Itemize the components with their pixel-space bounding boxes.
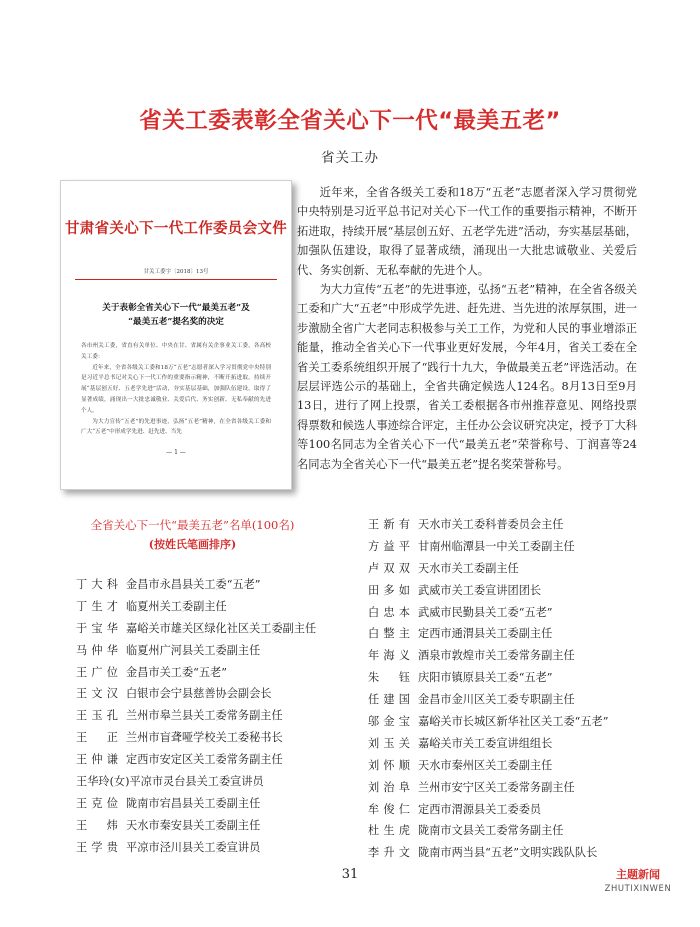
honoree-title: 白银市会宁县慈善协会副会长: [126, 687, 272, 701]
honoree-title: 天水市关工委副主任: [418, 561, 519, 575]
honoree-name: 卢双双: [368, 561, 410, 575]
honoree-name: 丁大科: [76, 578, 118, 591]
list-item: [76, 749, 346, 771]
list-item: [76, 662, 346, 684]
embedded-document-image: [60, 180, 292, 490]
honoree-title: 陇南市文县关工委常务副主任: [418, 824, 564, 838]
article-paragraph: 为大力宣传“五老”的先进事迹，弘扬“五老”精神，在全省各级关工委和广大“五老”中形成学先进、赶先进、当先进的浓厚氛围，进一步激励全省广大老同志积极参与关工工作，为党和人民的事业增添正能量，推动全省关心下一代事业更好发展，今年4月，省关工委在全省关工委系统组织开展了“践行十九大，争做最美五老”评选活动。在层层评选公示的基础上，全省共确定候选人124名。8月13日至9月13日，进行了网上投票，省关工委根据各市州推荐意见、网络投票得票数和候选人事迹综合评定，主任办公会议研究决定，授予丁大科等100名同志为全省关心下一代“最美五老”荣誉称号、丁润喜等24名同志为全省关心下一代“最美五老”提名奖荣誉称号。: [297, 283, 637, 471]
document-paragraph: 近年来，全省各级关工委和18万“五老”志愿者深入学习贯彻党中央特别是习近平总书记对关心下一代工作的重要指示精神，不断开拓进取，持续开展“基层创五好、五老学先进”活动，夯实基层基础，加强队伍建设，取得了显著成绩，涌现出一大批忠诚敬业、关爱后代、务实创新、无私奉献的先进个人。: [81, 364, 271, 414]
honoree-name: 王文汉: [76, 687, 118, 701]
list-item: [368, 777, 658, 799]
honoree-title: 陇南市两当县“五老”文明实践队队长: [418, 846, 598, 860]
honoree-name: 马仲华: [76, 643, 118, 657]
page-number: 31: [341, 867, 359, 882]
list-item: [368, 602, 658, 624]
honoree-name: 刘玉关: [368, 736, 410, 750]
honoree-name: 年海义: [368, 649, 410, 663]
list-item: [76, 705, 346, 727]
list-item: [368, 689, 658, 711]
honoree-name: 邬金宝: [368, 715, 410, 729]
honoree-title: 嘉峪关市长城区新华社区关工委“五老”: [418, 715, 609, 729]
honoree-name: 王仲谦: [76, 753, 118, 767]
honoree-name: 牟俊仁: [368, 802, 410, 816]
honoree-name: 王华玲(女): [76, 775, 130, 789]
article-title: 省关工委表彰全省关心下一代“最美五老”: [139, 108, 561, 134]
list-item: [76, 596, 346, 618]
honoree-name: 丁生才: [76, 599, 118, 613]
honoree-name: 朱 钰: [368, 671, 410, 685]
honoree-title: 武威市关工委宣讲团团长: [418, 583, 542, 597]
honoree-title: 兰州市皋兰县关工委常务副主任: [126, 709, 283, 723]
honoree-name: 王学贵: [76, 840, 118, 854]
document-paragraph: 各市州关工委，省直有关单位、中央在甘、省属有关企事业关工委，各高校关工委：: [81, 343, 271, 360]
list-subtitle: (按姓氏笔画排序): [148, 538, 237, 551]
document-title-line-2: “最美五老”提名奖的决定: [128, 317, 224, 327]
list-title: 全省关心下一代“最美五老”名单(100名): [90, 518, 295, 532]
honoree-title: 天水市秦州区关工委副主任: [418, 758, 553, 772]
honoree-name: 田多如: [368, 583, 410, 597]
honoree-name: 李升文: [368, 846, 410, 860]
honoree-name: 白整主: [368, 627, 410, 641]
list-item: [368, 667, 658, 689]
honoree-title: 陇南市宕昌县关工委副主任: [126, 796, 261, 810]
brand-chinese: 主题新闻: [616, 868, 660, 881]
list-item: [76, 815, 346, 837]
honoree-title: 兰州市安宁区关工委常务副主任: [418, 780, 575, 794]
list-item: [76, 683, 346, 705]
honoree-title: 金昌市关工委“五老”: [126, 665, 227, 679]
document-header: 甘肃省关心下一代工作委员会文件: [65, 221, 287, 237]
list-item: [76, 727, 346, 749]
honoree-title: 嘉峪关市关工委宣讲组组长: [418, 736, 553, 750]
honoree-title: 平凉市泾川县关工委宣讲员: [126, 840, 261, 854]
list-item: [76, 771, 346, 793]
honoree-title: 兰州市盲聋哑学校关工委秘书长: [126, 731, 283, 745]
document-number: 甘关工委字〔2018〕13号: [143, 269, 209, 275]
list-item: [368, 842, 658, 864]
brand-english: ZHUTIXINWEN: [604, 883, 672, 893]
honoree-name: 方益平: [368, 539, 410, 553]
list-item: [76, 574, 346, 596]
list-item: [368, 733, 658, 755]
honoree-name: 王克俭: [76, 796, 118, 810]
honoree-name: 王广位: [76, 665, 118, 679]
list-item: [368, 755, 658, 777]
list-item: [368, 558, 658, 580]
honoree-list-right: [368, 514, 658, 864]
section-brand: [598, 866, 678, 893]
document-paragraph: 为大力宣传“五老”的先进事迹，弘扬“五老”精神，在全省各级关工委和广大“五老”中形成学先进、赶先进、当先: [81, 418, 271, 436]
honoree-name: 白忠本: [368, 605, 410, 619]
list-item: [368, 536, 658, 558]
honoree-title: 定西市通渭县关工委副主任: [418, 627, 553, 641]
document-body: [81, 341, 271, 438]
document-title: [61, 301, 291, 329]
honoree-name: 王 炜: [76, 818, 118, 832]
document-red-rule: [75, 279, 277, 280]
honoree-name: 刘治阜: [368, 780, 410, 794]
honoree-name: 刘怀顺: [368, 758, 410, 772]
list-item: [368, 820, 658, 842]
list-item: [368, 580, 658, 602]
honoree-title: 临夏州广河县关工委副主任: [126, 643, 261, 657]
honoree-name: 杜生虎: [368, 824, 410, 838]
document-title-line-1: 关于表彰全省关心下一代“最美五老”及: [102, 303, 250, 313]
list-item: [76, 837, 346, 859]
honoree-title: 平凉市灵台县关工委宣讲员: [129, 775, 264, 789]
honoree-name: 王新有: [368, 518, 410, 531]
honoree-name: 王 正: [76, 731, 118, 745]
article-paragraph: 近年来，全省各级关工委和18万“五老”志愿者深入学习贯彻党中央特别是习近平总书记对关心下一代工作的重要指示精神，不断开拓进取，持续开展“基层创五好、五老学先进”活动，夯实基层基础，加强队伍建设，取得了显著成绩，涌现出一大批忠诚敬业、关爱后代、务实创新、无私奉献的先进个人。: [297, 186, 637, 277]
honoree-title: 嘉峪关市雄关区绿化社区关工委副主任: [126, 621, 317, 635]
list-item: [368, 645, 658, 667]
honoree-title: 定西市渭源县关工委委员: [418, 802, 542, 816]
list-item: [76, 640, 346, 662]
list-item: [76, 618, 346, 640]
honoree-name: 王玉孔: [76, 709, 118, 723]
honoree-title: 临夏州关工委副主任: [126, 599, 227, 613]
article-byline: 省关工办: [321, 150, 379, 166]
honoree-title: 庆阳市镇原县关工委“五老”: [418, 671, 553, 685]
honoree-title: 天水市秦安县关工委副主任: [126, 818, 261, 832]
list-item: [76, 793, 346, 815]
list-item: [368, 799, 658, 821]
document-page-marker: — 1 —: [166, 449, 186, 456]
honoree-title: 天水市关工委科普委员会主任: [418, 518, 564, 531]
honoree-title: 金昌市永昌县关工委“五老”: [126, 578, 261, 591]
honoree-title: 金昌市金川区关工委专职副主任: [418, 693, 575, 707]
honoree-title: 酒泉市敦煌市关工委常务副主任: [418, 649, 575, 663]
honoree-title: 甘南州临潭县一中关工委副主任: [418, 539, 575, 553]
list-item: [368, 711, 658, 733]
list-item: [368, 623, 658, 645]
list-item: [368, 514, 658, 536]
honoree-name: 于宝华: [76, 621, 118, 635]
honoree-title: 定西市安定区关工委常务副主任: [126, 753, 283, 767]
honoree-list-left: [76, 574, 346, 859]
honoree-title: 武威市民勤县关工委“五老”: [418, 605, 553, 619]
article-body: [297, 183, 637, 474]
honoree-name: 任建国: [368, 693, 410, 707]
